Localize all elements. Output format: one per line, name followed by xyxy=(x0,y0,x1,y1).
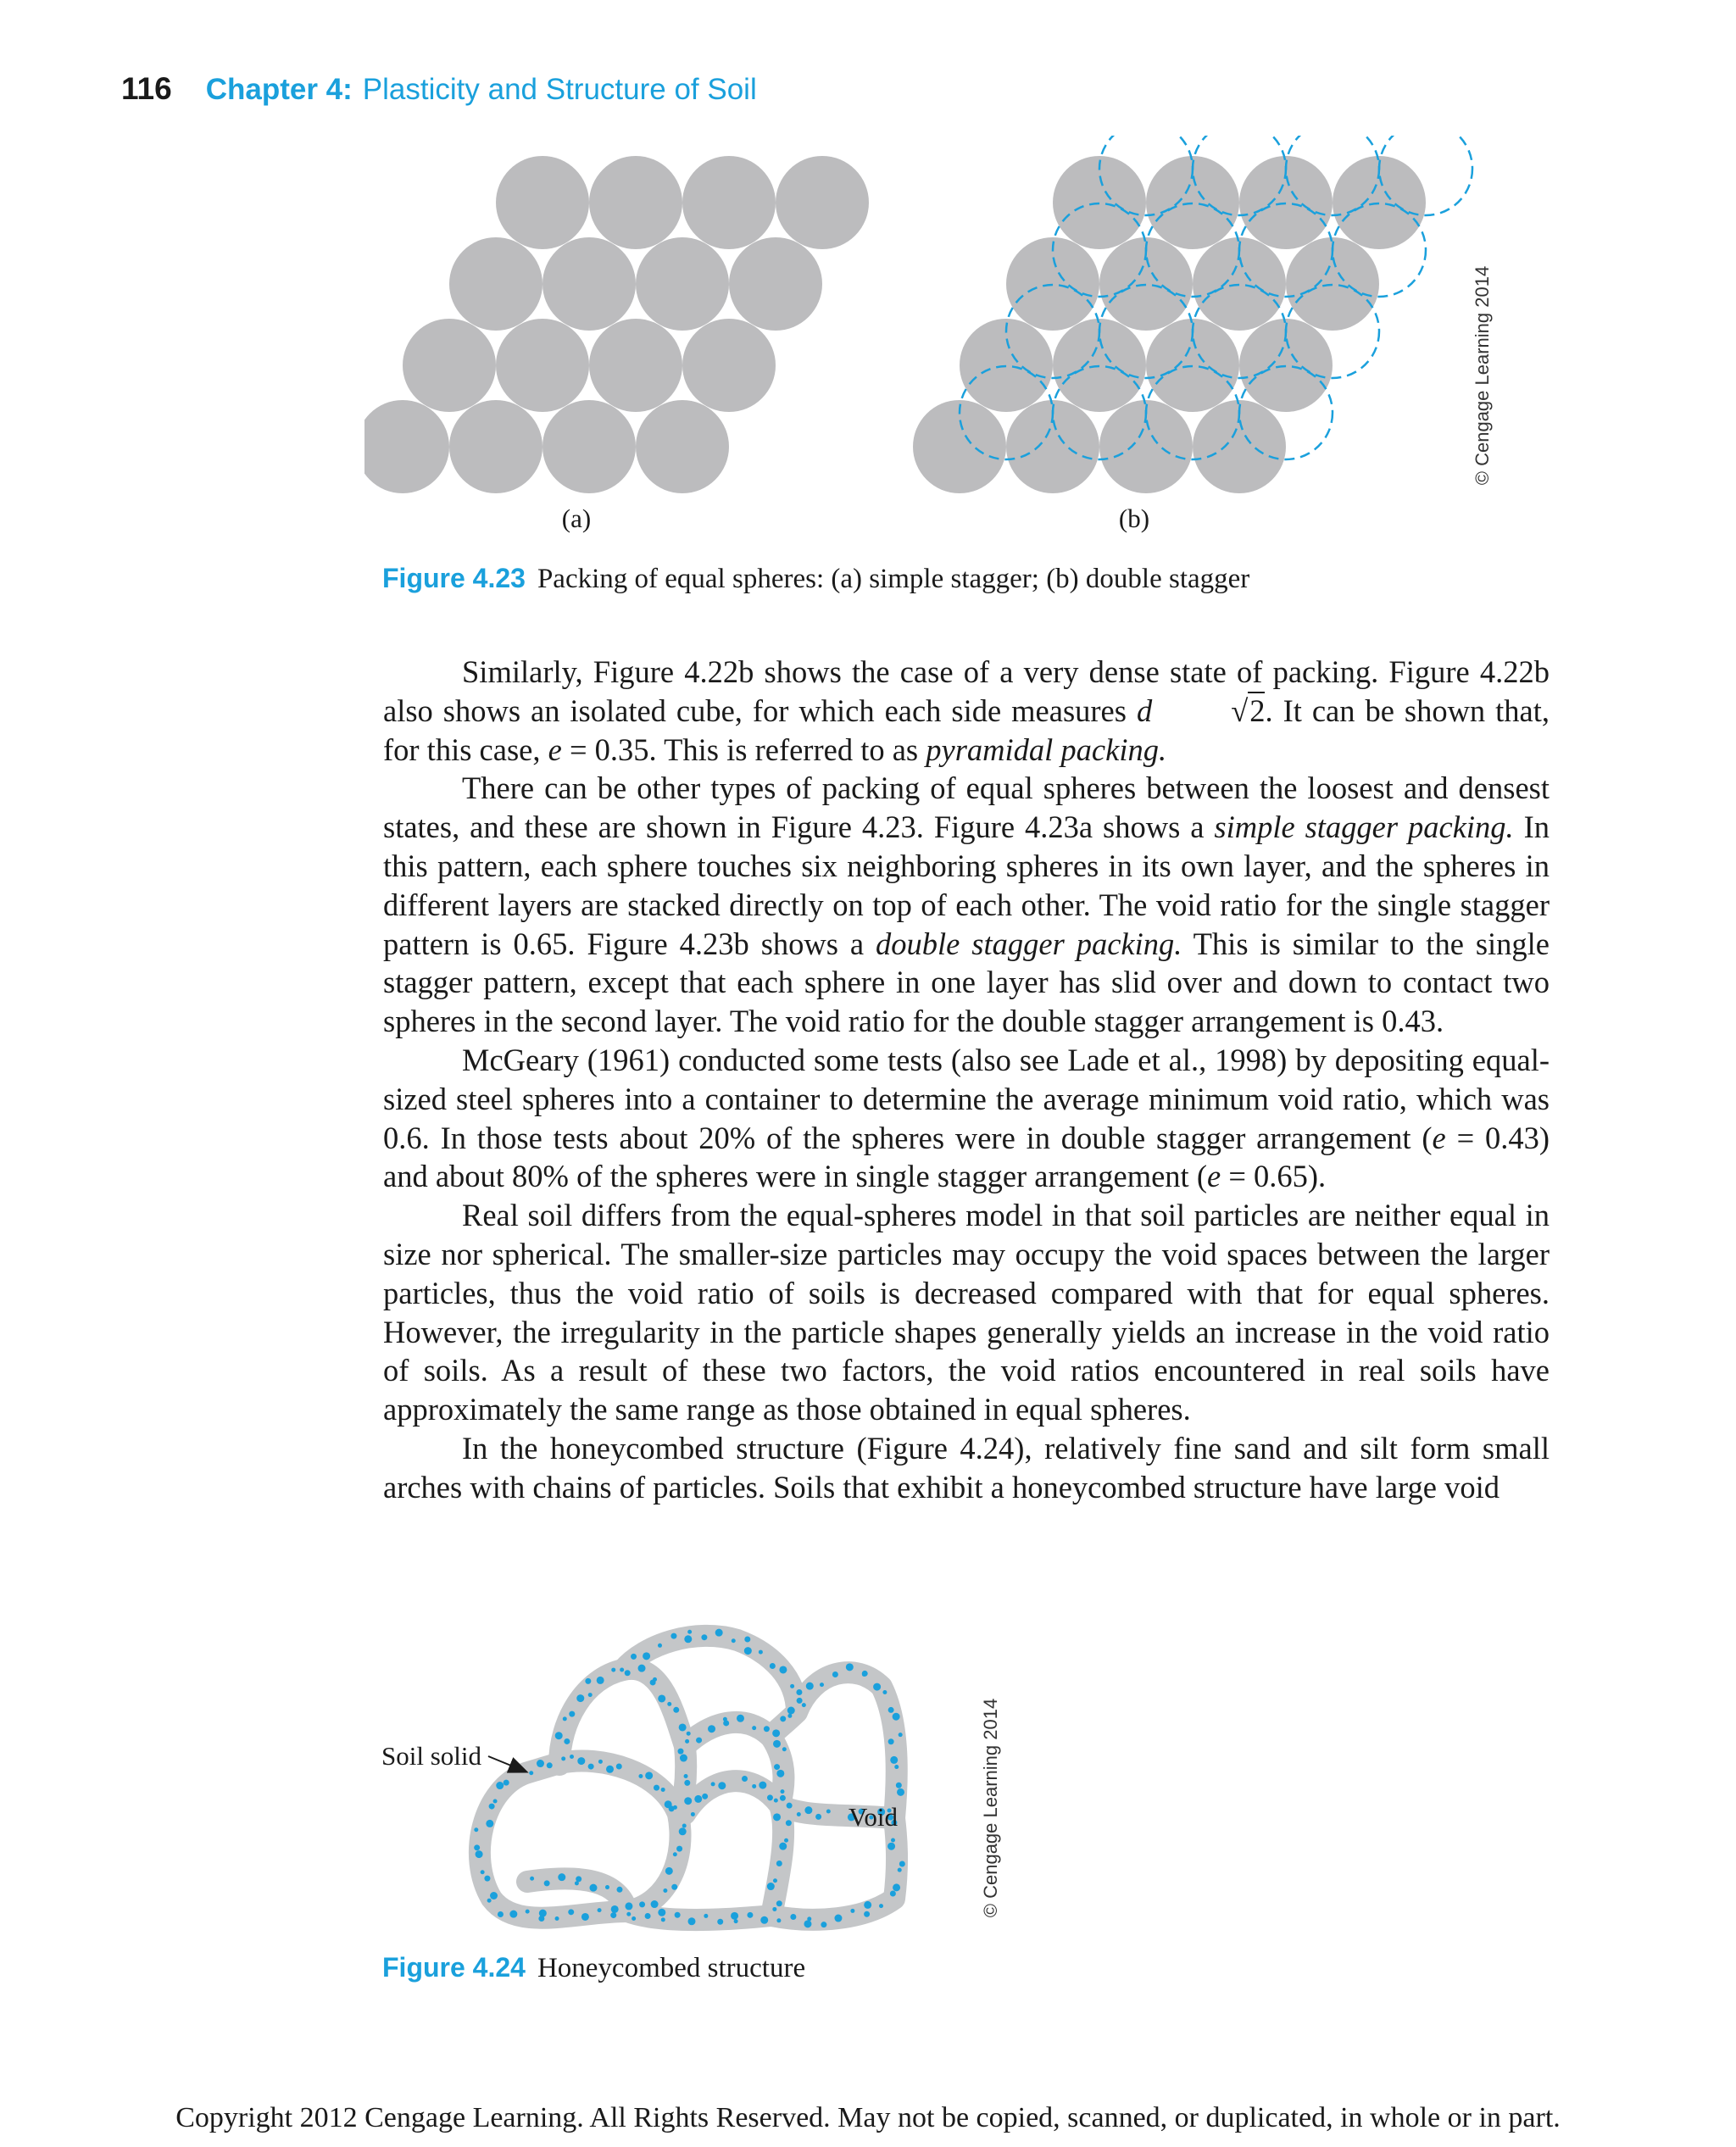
soil-particle xyxy=(784,1838,788,1843)
soil-particle xyxy=(787,1714,792,1718)
sphere xyxy=(636,400,729,493)
soil-particle xyxy=(496,1782,504,1789)
page-number: 116 xyxy=(121,71,172,106)
soil-particle xyxy=(882,1690,887,1694)
soil-particle xyxy=(894,1765,899,1769)
double-stagger-grid xyxy=(913,156,1426,493)
soil-particle xyxy=(665,1800,672,1808)
sphere xyxy=(364,400,449,493)
soil-particle xyxy=(547,1762,553,1768)
soil-particle xyxy=(474,1844,480,1850)
soil-particle xyxy=(899,1861,905,1866)
soil-particle xyxy=(616,1887,622,1893)
soil-particle xyxy=(685,1739,689,1744)
figure-4-24-number: Figure 4.24 xyxy=(382,1952,526,1983)
soil-particle xyxy=(890,1891,896,1897)
soil-particle xyxy=(898,1868,902,1872)
soil-particle xyxy=(555,1732,563,1739)
paragraph-1: Similarly, Figure 4.22b shows the case of a very dense state of packing. Figure 4.22b also shows an isolated cube, for which each side measures d √2. It can be shown that, for this case, e = 0.35. This is referred to as pyramidal packing. xyxy=(383,654,1550,767)
figure-4-23-caption-text: Packing of equal spheres: (a) simple stagger; (b) double stagger xyxy=(537,564,1250,594)
sphere xyxy=(913,400,1006,493)
chapter-title: Plasticity and Structure of Soil xyxy=(362,73,757,106)
soil-particle xyxy=(643,1652,650,1660)
soil-particle xyxy=(665,1867,673,1875)
soil-particle xyxy=(588,1764,594,1770)
soil-particle xyxy=(734,1919,738,1923)
figure-4-24-honeycomb xyxy=(458,1577,1000,1950)
soil-particle xyxy=(679,1723,687,1731)
soil-particle xyxy=(773,1740,781,1748)
soil-particle xyxy=(654,1785,659,1791)
paragraph-4: Real soil differs from the equal-spheres model in that soil particles are neither equal in size nor spherical. The smaller-size particles may occupy the void spaces between the larger particles, thus the void ratio of soils is decreased compared with that for equal spheres. However, the irregularity in the particle shapes generally yields an increase in the void ratio of soils. As a result of these two factors, the void ratios encountered in real soils have approximately the same range as those obtained in equal spheres. xyxy=(383,1198,1550,1427)
soil-particle xyxy=(715,1629,723,1637)
sphere xyxy=(682,156,776,249)
copyright-footer: Copyright 2012 Cengage Learning. All Rights Reserved. May not be copied, scanned, or duplicated, in whole or in part. xyxy=(175,2102,1561,2133)
soil-particle xyxy=(717,1919,723,1925)
soil-particle xyxy=(806,1683,814,1690)
soil-particle xyxy=(625,1670,631,1676)
soil-particle xyxy=(544,1880,550,1886)
figure-4-23-spheres xyxy=(364,136,1483,509)
soil-particle xyxy=(850,1909,854,1913)
soil-particle xyxy=(504,1780,509,1786)
soil-particle xyxy=(804,1806,812,1814)
soil-particle xyxy=(682,1823,687,1827)
soil-particle xyxy=(673,1707,679,1713)
soil-particle xyxy=(731,1912,738,1920)
soil-particle xyxy=(677,1749,683,1755)
soil-particle xyxy=(570,1755,574,1759)
soil-particle xyxy=(711,1782,715,1786)
soil-particle xyxy=(752,1726,756,1730)
soil-particle xyxy=(684,1780,690,1786)
soil-particle xyxy=(597,1677,604,1684)
figure-4-24-caption xyxy=(382,1952,805,1984)
soil-particle xyxy=(564,1738,570,1744)
body-text xyxy=(383,653,1550,1507)
sphere xyxy=(589,156,682,249)
void-label: Void xyxy=(849,1802,899,1832)
soil-particle xyxy=(610,1912,616,1918)
soil-particle xyxy=(663,1888,667,1893)
paragraph-2: There can be other types of packing of equal spheres between the loosest and densest states, and these are shown in Figure 4.23. Figure 4.23a shows a simple stagger packing. In this pattern, each sphere touches six neighboring spheres in its own layer, and the spheres in different layers are stacked directly on top of each other. The void ratio for the single stagger pattern is 0.65. Figure 4.23b shows a double stagger packing. This is similar to the single stagger pattern, except that each sphere in one layer has slid over and down to contact two spheres in the second layer. The void ratio for the double stagger arrangement is 0.43. xyxy=(383,770,1550,1039)
soil-particle xyxy=(815,1814,821,1820)
soil-particle xyxy=(687,1630,692,1634)
soil-particle xyxy=(770,1663,776,1669)
soil-particle xyxy=(661,1788,665,1792)
soil-particle xyxy=(752,1784,756,1788)
soil-particle xyxy=(537,1760,544,1767)
soil-particle xyxy=(632,1916,636,1921)
soil-particle xyxy=(568,1909,574,1915)
soil-particle xyxy=(639,1901,645,1907)
soil-particle xyxy=(701,1634,707,1640)
soil-particle xyxy=(694,1795,702,1803)
soil-particle xyxy=(846,1663,854,1671)
soil-particle xyxy=(645,1913,651,1919)
soil-particle xyxy=(616,1764,622,1770)
soil-particle xyxy=(658,1909,665,1916)
soil-particle xyxy=(481,1870,485,1874)
running-header xyxy=(121,71,757,114)
soil-particle xyxy=(772,1907,776,1911)
soil-particle xyxy=(879,1904,883,1908)
soil-particle xyxy=(708,1725,715,1733)
chapter-label: Chapter 4: xyxy=(205,73,353,106)
figure-4-24-credit: © Cengage Learning 2014 xyxy=(980,1698,1001,1918)
soil-particle xyxy=(539,1910,547,1917)
sphere xyxy=(449,400,542,493)
soil-particle xyxy=(776,1900,782,1906)
soil-particle xyxy=(779,1843,787,1850)
soil-particle xyxy=(679,1827,687,1835)
soil-particle xyxy=(864,1911,870,1917)
figure-4-24-caption-text: Honeycombed structure xyxy=(537,1953,806,1983)
soil-particle xyxy=(605,1885,609,1889)
sphere xyxy=(542,400,636,493)
soil-particle xyxy=(487,1899,492,1903)
figure-4-23b-label: (b) xyxy=(1118,503,1150,533)
soil-particle xyxy=(704,1914,708,1918)
soil-particle xyxy=(569,1711,575,1717)
soil-particle xyxy=(526,1910,530,1914)
soil-particle xyxy=(687,1732,691,1736)
soil-particle xyxy=(558,1873,565,1881)
soil-particle xyxy=(486,1820,493,1827)
figure-4-23a-label: (a) xyxy=(561,503,592,533)
soil-particle xyxy=(611,1668,615,1672)
soil-particle xyxy=(675,1912,681,1918)
soil-particle xyxy=(747,1912,753,1918)
soil-particle xyxy=(802,1703,806,1707)
soil-particle xyxy=(661,1917,665,1922)
soil-particle xyxy=(744,1647,752,1655)
soil-particle xyxy=(744,1636,750,1642)
soil-particle xyxy=(772,1729,780,1737)
soil-particle xyxy=(651,1900,659,1908)
soil-particle xyxy=(658,1694,665,1702)
soil-particle xyxy=(684,1797,692,1805)
soil-particle xyxy=(529,1771,533,1775)
sphere xyxy=(403,319,496,412)
soil-particle xyxy=(588,1693,593,1697)
soil-particle xyxy=(625,1902,632,1910)
soil-particle xyxy=(796,1689,802,1695)
soil-particle xyxy=(530,1877,534,1881)
sphere xyxy=(729,237,822,331)
soil-particle xyxy=(767,1794,773,1800)
sqrt-symbol: √2 xyxy=(1231,692,1266,728)
soil-particle xyxy=(676,1846,682,1852)
soil-particle xyxy=(873,1683,881,1691)
sphere xyxy=(636,237,729,331)
soil-particle xyxy=(893,1883,900,1891)
simple-stagger-grid xyxy=(364,156,869,493)
soil-particle xyxy=(790,1684,794,1688)
soil-particle xyxy=(585,1678,591,1684)
soil-particle xyxy=(888,1707,894,1713)
soil-particle xyxy=(899,1733,903,1737)
soil-particle xyxy=(832,1671,838,1677)
figure-4-23-caption xyxy=(382,563,1249,595)
sphere xyxy=(496,319,589,412)
soil-particle xyxy=(626,1912,631,1916)
soil-particle xyxy=(493,1799,498,1804)
soil-particle xyxy=(561,1756,565,1760)
sphere xyxy=(449,237,542,331)
soil-particle xyxy=(760,1916,768,1924)
soil-particle xyxy=(658,1644,662,1648)
soil-particle xyxy=(807,1916,811,1921)
soil-particle xyxy=(780,1716,786,1721)
soil-particle xyxy=(773,1813,781,1821)
soil-particle xyxy=(598,1760,603,1764)
soil-particle xyxy=(718,1782,726,1789)
soil-particle xyxy=(684,1635,692,1643)
sphere xyxy=(496,156,589,249)
soil-particle xyxy=(589,1884,597,1892)
soil-particle xyxy=(489,1804,495,1810)
soil-particle xyxy=(671,1884,677,1890)
soil-particle xyxy=(897,1788,904,1796)
soil-solid-chains xyxy=(480,1636,897,1920)
soil-particle xyxy=(702,1794,708,1799)
soil-solid-label: Soil solid xyxy=(381,1741,482,1771)
soil-particle xyxy=(498,1911,504,1917)
soil-particle xyxy=(821,1922,826,1927)
soil-particle xyxy=(673,1852,677,1856)
soil-particle xyxy=(723,1720,729,1726)
soil-particle xyxy=(509,1911,517,1918)
soil-particle xyxy=(555,1916,559,1921)
soil-particle xyxy=(631,1654,637,1660)
soil-particle xyxy=(742,1776,748,1782)
soil-particle xyxy=(759,1782,766,1789)
figure-4-23-credit: © Cengage Learning 2014 xyxy=(1472,265,1493,486)
soil-particle xyxy=(820,1683,824,1687)
paragraph-3: McGeary (1961) conducted some tests (also see Lade et al., 1998) by depositing equal-sized steel spheres into a container to determine the average minimum void ratio, which was 0.6. In those tests about 20% of the spheres were in double stagger arrangement (e = 0.43) and about 80% of the spheres were in single stagger arrangement (e = 0.65). xyxy=(383,1042,1550,1194)
soil-particle xyxy=(774,1764,780,1770)
soil-particle xyxy=(774,1799,778,1803)
soil-particle xyxy=(691,1812,695,1816)
soil-particle xyxy=(779,1666,787,1673)
soil-particle xyxy=(780,1789,784,1794)
soil-particle xyxy=(576,1876,581,1882)
soil-particle xyxy=(581,1913,589,1921)
soil-particle xyxy=(782,1747,787,1751)
soil-particle xyxy=(484,1876,490,1882)
soil-particle xyxy=(687,1917,695,1925)
soil-particle xyxy=(787,1803,793,1809)
soil-particle xyxy=(891,1838,895,1843)
soil-particle xyxy=(862,1671,868,1677)
soil-particle xyxy=(645,1772,653,1779)
soil-particle xyxy=(804,1920,811,1927)
soil-particle xyxy=(684,1774,688,1778)
soil-particle xyxy=(650,1679,656,1685)
soil-particle xyxy=(474,1827,478,1832)
soil-particle xyxy=(680,1755,687,1762)
soil-particle xyxy=(732,1638,736,1643)
soil-particle xyxy=(790,1914,796,1920)
soil-particle xyxy=(737,1715,744,1722)
soil-particle xyxy=(773,1878,777,1883)
soil-particle xyxy=(576,1694,584,1702)
soil-particle xyxy=(776,1770,784,1777)
soil-particle xyxy=(887,1843,895,1850)
soil-particle xyxy=(890,1756,898,1764)
soil-particle xyxy=(670,1633,676,1639)
soil-particle xyxy=(780,1795,786,1801)
soil-particle xyxy=(797,1698,803,1704)
soil-particle xyxy=(673,1805,677,1810)
soil-particle xyxy=(598,1908,602,1912)
soil-particle xyxy=(797,1812,801,1816)
soil-particle xyxy=(696,1738,702,1744)
figure-4-23-number: Figure 4.23 xyxy=(382,563,526,593)
soil-particle xyxy=(764,1726,770,1732)
soil-particle xyxy=(620,1668,624,1672)
soil-particle xyxy=(776,1918,781,1922)
soil-particle xyxy=(864,1901,871,1909)
soil-particle xyxy=(667,1702,671,1706)
sphere xyxy=(776,156,869,249)
soil-particle xyxy=(896,1783,902,1788)
soil-particle xyxy=(893,1713,900,1721)
soil-particle xyxy=(577,1757,585,1765)
sphere xyxy=(682,319,776,412)
soil-particle xyxy=(490,1892,498,1899)
soil-particle xyxy=(888,1738,894,1744)
soil-particle xyxy=(606,1766,614,1773)
soil-particle xyxy=(759,1650,763,1655)
soil-particle xyxy=(512,1768,516,1772)
soil-particle xyxy=(834,1915,842,1922)
soil-particle xyxy=(476,1850,483,1858)
soil-particle xyxy=(826,1810,831,1814)
soil-particle xyxy=(638,1665,646,1672)
soil-particle xyxy=(776,1861,782,1866)
soil-particle xyxy=(611,1905,619,1913)
soil-particle xyxy=(787,1706,795,1714)
paragraph-5: In the honeycombed structure (Figure 4.24), relatively fine sand and silt form small arches with chains of particles. Soils that exhibit a honeycombed structure have large void xyxy=(383,1430,1550,1505)
soil-particle xyxy=(786,1820,792,1826)
soil-particle xyxy=(638,1774,643,1778)
soil-particle xyxy=(767,1883,775,1890)
soil-solid-chain xyxy=(480,1761,681,1918)
soil-particle xyxy=(563,1716,567,1721)
sphere xyxy=(589,319,682,412)
sphere xyxy=(542,237,636,331)
